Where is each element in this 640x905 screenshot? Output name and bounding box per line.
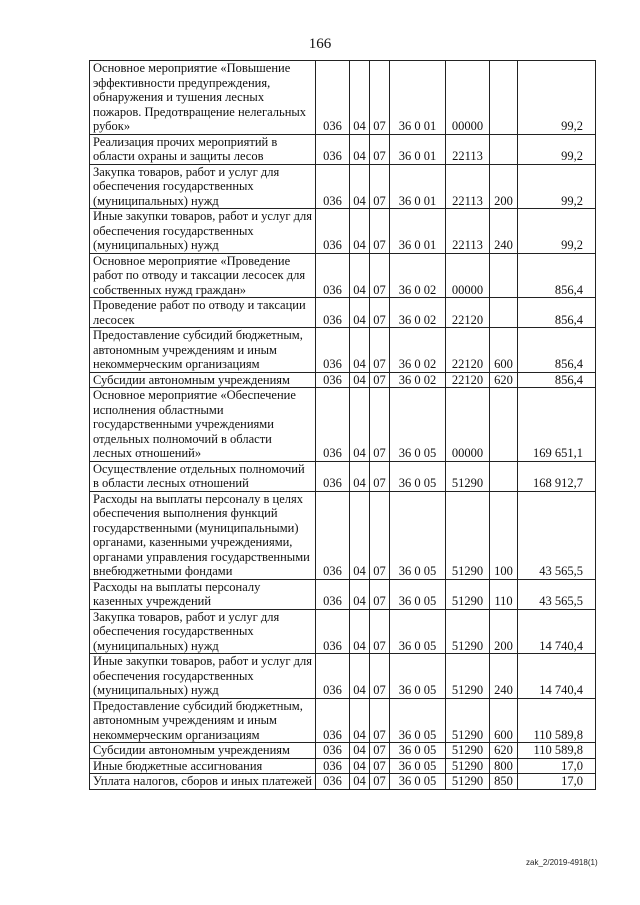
cell-expense-type-code [490, 298, 518, 328]
cell-expense-name: Иные бюджетные ассигнования [90, 758, 316, 774]
cell-expense-name: Осуществление отдельных полномочий в области лесных отношений [90, 461, 316, 491]
cell-section-code: 04 [350, 253, 370, 298]
cell-expense-name: Основное мероприятие «Обеспечение исполнения областными государственными учреждениями отдельных полномочий в области лесных отношений» [90, 388, 316, 462]
cell-expense-name: Уплата налогов, сборов и иных платежей [90, 774, 316, 790]
cell-ministry-code: 036 [316, 134, 350, 164]
cell-expense-name: Иные закупки товаров, работ и услуг для обеспечения государственных (муниципальных) нужд [90, 209, 316, 254]
cell-ministry-code: 036 [316, 328, 350, 373]
table-row [90, 134, 596, 164]
cell-amount: 169 651,1 [518, 388, 596, 462]
cell-program-code: 36 0 01 [390, 209, 446, 254]
cell-section-code: 04 [350, 388, 370, 462]
cell-ministry-code: 036 [316, 579, 350, 609]
cell-amount: 99,2 [518, 134, 596, 164]
cell-ministry-code: 036 [316, 253, 350, 298]
cell-direction-code: 00000 [446, 388, 490, 462]
cell-expense-name: Закупка товаров, работ и услуг для обеспечения государственных (муниципальных) нужд [90, 609, 316, 654]
cell-expense-name: Основное мероприятие «Проведение работ по отводу и таксации лесосек для собственных нужд граждан» [90, 253, 316, 298]
cell-expense-name: Субсидии автономным учреждениям [90, 372, 316, 388]
cell-expense-type-code [490, 253, 518, 298]
cell-subsection-code: 07 [370, 461, 390, 491]
cell-expense-type-code [490, 461, 518, 491]
cell-section-code: 04 [350, 491, 370, 579]
cell-subsection-code: 07 [370, 209, 390, 254]
table-row [90, 298, 596, 328]
cell-program-code: 36 0 05 [390, 491, 446, 579]
cell-ministry-code: 036 [316, 774, 350, 790]
cell-expense-type-code: 850 [490, 774, 518, 790]
cell-amount: 99,2 [518, 209, 596, 254]
cell-ministry-code: 036 [316, 743, 350, 759]
cell-section-code: 04 [350, 372, 370, 388]
cell-subsection-code: 07 [370, 609, 390, 654]
cell-expense-name: Иные закупки товаров, работ и услуг для обеспечения государственных (муниципальных) нужд [90, 654, 316, 699]
cell-section-code: 04 [350, 61, 370, 135]
table-row [90, 743, 596, 759]
cell-expense-name: Основное мероприятие «Повышение эффективности предупреждения, обнаружения и тушения лесных пожаров. Предотвращение нелегальных рубок» [90, 61, 316, 135]
cell-ministry-code: 036 [316, 164, 350, 209]
cell-subsection-code: 07 [370, 743, 390, 759]
cell-direction-code: 22120 [446, 298, 490, 328]
cell-section-code: 04 [350, 164, 370, 209]
table-row [90, 491, 596, 579]
cell-expense-type-code: 240 [490, 654, 518, 699]
cell-program-code: 36 0 05 [390, 579, 446, 609]
cell-amount: 43 565,5 [518, 579, 596, 609]
cell-section-code: 04 [350, 758, 370, 774]
cell-expense-type-code: 800 [490, 758, 518, 774]
table-row [90, 209, 596, 254]
cell-ministry-code: 036 [316, 372, 350, 388]
cell-program-code: 36 0 05 [390, 698, 446, 743]
cell-subsection-code: 07 [370, 328, 390, 373]
cell-subsection-code: 07 [370, 654, 390, 699]
table-row [90, 388, 596, 462]
cell-ministry-code: 036 [316, 609, 350, 654]
budget-table [89, 60, 596, 790]
cell-amount: 14 740,4 [518, 609, 596, 654]
cell-program-code: 36 0 01 [390, 134, 446, 164]
cell-direction-code: 22113 [446, 164, 490, 209]
cell-program-code: 36 0 02 [390, 372, 446, 388]
table-row [90, 654, 596, 699]
cell-direction-code: 00000 [446, 61, 490, 135]
cell-section-code: 04 [350, 579, 370, 609]
cell-expense-type-code [490, 134, 518, 164]
cell-expense-name: Расходы на выплаты персоналу в целях обеспечения выполнения функций государственными (муниципальными) органами, казенными учреждениями, органами управления государственными внебюджетными фондами [90, 491, 316, 579]
cell-direction-code: 22120 [446, 372, 490, 388]
cell-ministry-code: 036 [316, 61, 350, 135]
table-row [90, 461, 596, 491]
cell-program-code: 36 0 02 [390, 328, 446, 373]
cell-program-code: 36 0 01 [390, 164, 446, 209]
table-row [90, 609, 596, 654]
cell-subsection-code: 07 [370, 388, 390, 462]
table-row [90, 328, 596, 373]
table-row [90, 758, 596, 774]
cell-subsection-code: 07 [370, 298, 390, 328]
table-row [90, 579, 596, 609]
cell-direction-code: 22120 [446, 328, 490, 373]
cell-direction-code: 51290 [446, 758, 490, 774]
cell-amount: 110 589,8 [518, 743, 596, 759]
cell-expense-name: Проведение работ по отводу и таксации лесосек [90, 298, 316, 328]
cell-expense-type-code [490, 61, 518, 135]
cell-amount: 856,4 [518, 328, 596, 373]
cell-direction-code: 51290 [446, 461, 490, 491]
cell-program-code: 36 0 01 [390, 61, 446, 135]
cell-ministry-code: 036 [316, 209, 350, 254]
cell-ministry-code: 036 [316, 298, 350, 328]
cell-section-code: 04 [350, 654, 370, 699]
cell-ministry-code: 036 [316, 388, 350, 462]
cell-expense-type-code: 100 [490, 491, 518, 579]
cell-expense-name: Расходы на выплаты персоналу казенных учреждений [90, 579, 316, 609]
cell-direction-code: 51290 [446, 579, 490, 609]
cell-expense-name: Предоставление субсидий бюджетным, автономным учреждениям и иным некоммерческим организациям [90, 698, 316, 743]
cell-program-code: 36 0 02 [390, 298, 446, 328]
cell-amount: 856,4 [518, 298, 596, 328]
cell-ministry-code: 036 [316, 698, 350, 743]
cell-ministry-code: 036 [316, 758, 350, 774]
cell-program-code: 36 0 02 [390, 253, 446, 298]
cell-ministry-code: 036 [316, 461, 350, 491]
cell-direction-code: 22113 [446, 134, 490, 164]
cell-expense-name: Закупка товаров, работ и услуг для обеспечения государственных (муниципальных) нужд [90, 164, 316, 209]
cell-expense-type-code: 240 [490, 209, 518, 254]
cell-expense-type-code: 200 [490, 609, 518, 654]
cell-program-code: 36 0 05 [390, 388, 446, 462]
cell-subsection-code: 07 [370, 164, 390, 209]
cell-expense-name: Реализация прочих мероприятий в области охраны и защиты лесов [90, 134, 316, 164]
cell-program-code: 36 0 05 [390, 461, 446, 491]
document-id: zak_2/2019-4918(1) [526, 858, 598, 867]
cell-subsection-code: 07 [370, 774, 390, 790]
cell-subsection-code: 07 [370, 491, 390, 579]
cell-expense-type-code: 600 [490, 698, 518, 743]
cell-ministry-code: 036 [316, 654, 350, 699]
cell-amount: 110 589,8 [518, 698, 596, 743]
table-body [90, 61, 596, 790]
cell-program-code: 36 0 05 [390, 774, 446, 790]
cell-amount: 17,0 [518, 758, 596, 774]
cell-amount: 99,2 [518, 164, 596, 209]
cell-subsection-code: 07 [370, 253, 390, 298]
cell-subsection-code: 07 [370, 134, 390, 164]
cell-direction-code: 51290 [446, 743, 490, 759]
cell-expense-type-code: 200 [490, 164, 518, 209]
cell-subsection-code: 07 [370, 372, 390, 388]
cell-program-code: 36 0 05 [390, 758, 446, 774]
table-row [90, 698, 596, 743]
cell-subsection-code: 07 [370, 758, 390, 774]
cell-direction-code: 51290 [446, 609, 490, 654]
cell-direction-code: 51290 [446, 491, 490, 579]
cell-section-code: 04 [350, 209, 370, 254]
cell-ministry-code: 036 [316, 491, 350, 579]
cell-direction-code: 00000 [446, 253, 490, 298]
cell-direction-code: 51290 [446, 654, 490, 699]
cell-amount: 14 740,4 [518, 654, 596, 699]
cell-subsection-code: 07 [370, 61, 390, 135]
cell-program-code: 36 0 05 [390, 654, 446, 699]
cell-expense-name: Предоставление субсидий бюджетным, автономным учреждениям и иным некоммерческим организациям [90, 328, 316, 373]
cell-amount: 168 912,7 [518, 461, 596, 491]
cell-section-code: 04 [350, 743, 370, 759]
table-row [90, 774, 596, 790]
cell-direction-code: 51290 [446, 774, 490, 790]
cell-direction-code: 22113 [446, 209, 490, 254]
cell-expense-type-code: 620 [490, 743, 518, 759]
cell-amount: 856,4 [518, 372, 596, 388]
cell-amount: 856,4 [518, 253, 596, 298]
cell-subsection-code: 07 [370, 698, 390, 743]
cell-section-code: 04 [350, 298, 370, 328]
cell-amount: 99,2 [518, 61, 596, 135]
cell-section-code: 04 [350, 461, 370, 491]
table-row [90, 253, 596, 298]
table-row [90, 164, 596, 209]
table-row [90, 61, 596, 135]
cell-program-code: 36 0 05 [390, 609, 446, 654]
cell-section-code: 04 [350, 609, 370, 654]
cell-expense-type-code: 110 [490, 579, 518, 609]
cell-direction-code: 51290 [446, 698, 490, 743]
cell-program-code: 36 0 05 [390, 743, 446, 759]
page-number: 166 [308, 36, 332, 52]
cell-amount: 43 565,5 [518, 491, 596, 579]
table-row [90, 372, 596, 388]
cell-section-code: 04 [350, 328, 370, 373]
cell-section-code: 04 [350, 774, 370, 790]
cell-expense-name: Субсидии автономным учреждениям [90, 743, 316, 759]
cell-subsection-code: 07 [370, 579, 390, 609]
cell-amount: 17,0 [518, 774, 596, 790]
cell-section-code: 04 [350, 134, 370, 164]
cell-expense-type-code: 620 [490, 372, 518, 388]
cell-expense-type-code [490, 388, 518, 462]
cell-section-code: 04 [350, 698, 370, 743]
cell-expense-type-code: 600 [490, 328, 518, 373]
